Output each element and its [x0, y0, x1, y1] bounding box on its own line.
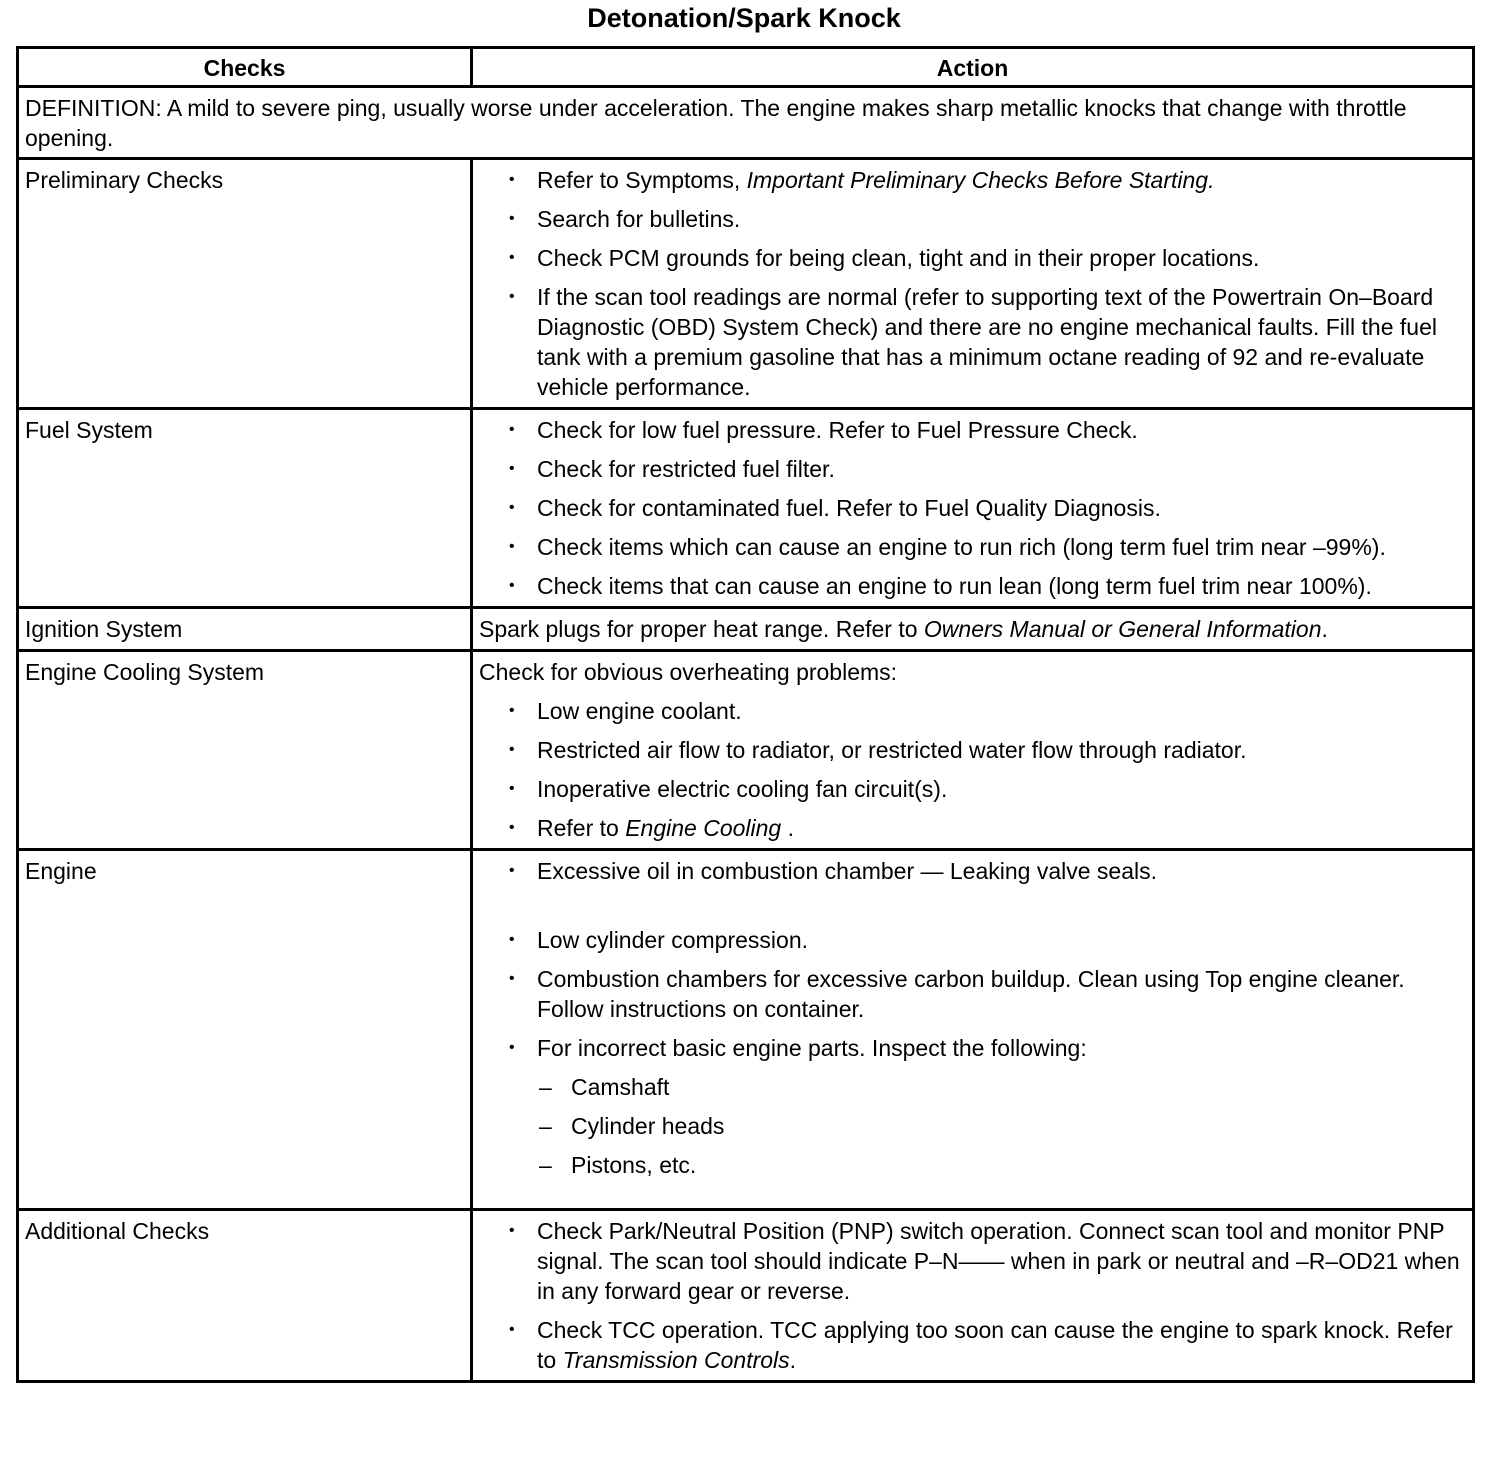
- row-label-engine: Engine: [18, 850, 472, 1210]
- header-checks: Checks: [18, 48, 472, 87]
- item-reference: Transmission Controls: [562, 1347, 790, 1373]
- action-cell-additional-checks: [472, 1210, 1474, 1382]
- list-item: [507, 1315, 1466, 1375]
- item-text-end: .: [1321, 616, 1328, 642]
- document-title: Detonation/Spark Knock: [587, 3, 901, 33]
- header-action: Action: [472, 48, 1474, 87]
- item-text: Refer to Symptoms,: [537, 167, 747, 193]
- item-text: Refer to: [537, 815, 626, 841]
- list-item: [507, 696, 1466, 726]
- list-item: [507, 243, 1466, 273]
- item-text: If the scan tool readings are normal (refer to supporting text of the Powertrain On–Board Diagnostic (OBD) System Check) and there are no engine mechanical faults. Fill the fuel tank with a premium gasoline that has a minimum octane reading of 92 and re-evaluate vehicle performance.: [537, 284, 1437, 400]
- sub-list-item: – Camshaft: [539, 1072, 1466, 1102]
- list-item: • Excessive oil in combustion chamber — Leaking valve seals.: [507, 856, 1466, 886]
- list-item: [507, 282, 1466, 402]
- sub-list: [537, 1072, 1466, 1180]
- list-item: [507, 813, 1466, 843]
- list-item: • Low cylinder compression.: [507, 925, 1466, 955]
- item-text: Low engine coolant.: [537, 698, 742, 724]
- item-text: Spark plugs for proper heat range. Refer to: [479, 616, 924, 642]
- row-label-fuel-system: Fuel System: [18, 409, 472, 608]
- item-text: Check Park/Neutral Position (PNP) switch operation. Connect scan tool and monitor PNP signal. The scan tool should indicate P–N—— when in park or neutral and –R–OD21 when in any forward gear or reverse.: [537, 1218, 1460, 1304]
- item-reference: Engine Cooling: [625, 815, 782, 841]
- table-header-row: [18, 48, 1474, 87]
- action-cell-preliminary-checks: [472, 159, 1474, 409]
- item-text: For incorrect basic engine parts. Inspect the following:: [537, 1035, 1087, 1061]
- list-item: • Combustion chambers for excessive carbon buildup. Clean using Top engine cleaner. Follow instructions on container.: [507, 964, 1466, 1024]
- action-cell-fuel-system: [472, 409, 1474, 608]
- action-cell-ignition-system: [472, 608, 1474, 651]
- list-item: [507, 774, 1466, 804]
- action-list: [479, 696, 1466, 843]
- item-text: Restricted air flow to radiator, or restricted water flow through radiator.: [537, 737, 1247, 763]
- table-row: [18, 608, 1474, 651]
- definition-text: DEFINITION: A mild to severe ping, usually worse under acceleration. The engine makes sharp metallic knocks that change with throttle opening.: [18, 87, 1474, 159]
- list-item: [507, 1033, 1466, 1180]
- item-text-end: .: [789, 1347, 797, 1373]
- table-row: [18, 159, 1474, 409]
- item-text-end: .: [781, 815, 795, 841]
- list-item: [507, 204, 1466, 234]
- action-list: [479, 856, 1466, 1180]
- action-cell-engine: [472, 850, 1474, 1210]
- list-item: [507, 1216, 1466, 1306]
- definition-row: [18, 87, 1474, 159]
- item-text: Check TCC operation. TCC applying too soon can cause the engine to spark knock. Refer to: [537, 1317, 1453, 1373]
- sub-list-item: – Pistons, etc.: [539, 1150, 1466, 1180]
- action-list: [479, 415, 1466, 601]
- item-text: Search for bulletins.: [537, 206, 741, 232]
- action-intro: Check for obvious overheating problems:: [479, 659, 898, 685]
- row-label-preliminary-checks: Preliminary Checks: [18, 159, 472, 409]
- action-cell-engine-cooling-system: [472, 651, 1474, 850]
- list-item: • Check for restricted fuel filter.: [507, 454, 1466, 484]
- list-item: • Check items that can cause an engine to run lean (long term fuel trim near 100%).: [507, 571, 1466, 601]
- list-item: [507, 165, 1466, 195]
- item-text: Inoperative electric cooling fan circuit(s).: [537, 776, 948, 802]
- item-reference: Owners Manual or General Information: [923, 616, 1322, 642]
- action-list: [479, 165, 1466, 402]
- list-item: • Check items which can cause an engine to run rich (long term fuel trim near –99%).: [507, 532, 1466, 562]
- row-label-ignition-system: Ignition System: [18, 608, 472, 651]
- item-reference: Important Preliminary Checks Before Starting.: [746, 167, 1215, 193]
- action-list: [479, 1216, 1466, 1375]
- table-row: [18, 850, 1474, 1210]
- table-row: [18, 651, 1474, 850]
- row-label-engine-cooling-system: Engine Cooling System: [18, 651, 472, 850]
- sub-list-item: – Cylinder heads: [539, 1111, 1466, 1141]
- table-row: [18, 1210, 1474, 1382]
- table-row: [18, 409, 1474, 608]
- list-item: [507, 735, 1466, 765]
- row-label-additional-checks: Additional Checks: [18, 1210, 472, 1382]
- list-item: • Check for low fuel pressure. Refer to Fuel Pressure Check.: [507, 415, 1466, 445]
- list-item: • Check for contaminated fuel. Refer to Fuel Quality Diagnosis.: [507, 493, 1466, 523]
- item-text: Check PCM grounds for being clean, tight and in their proper locations.: [537, 245, 1260, 271]
- diagnosis-table: [16, 46, 1475, 1383]
